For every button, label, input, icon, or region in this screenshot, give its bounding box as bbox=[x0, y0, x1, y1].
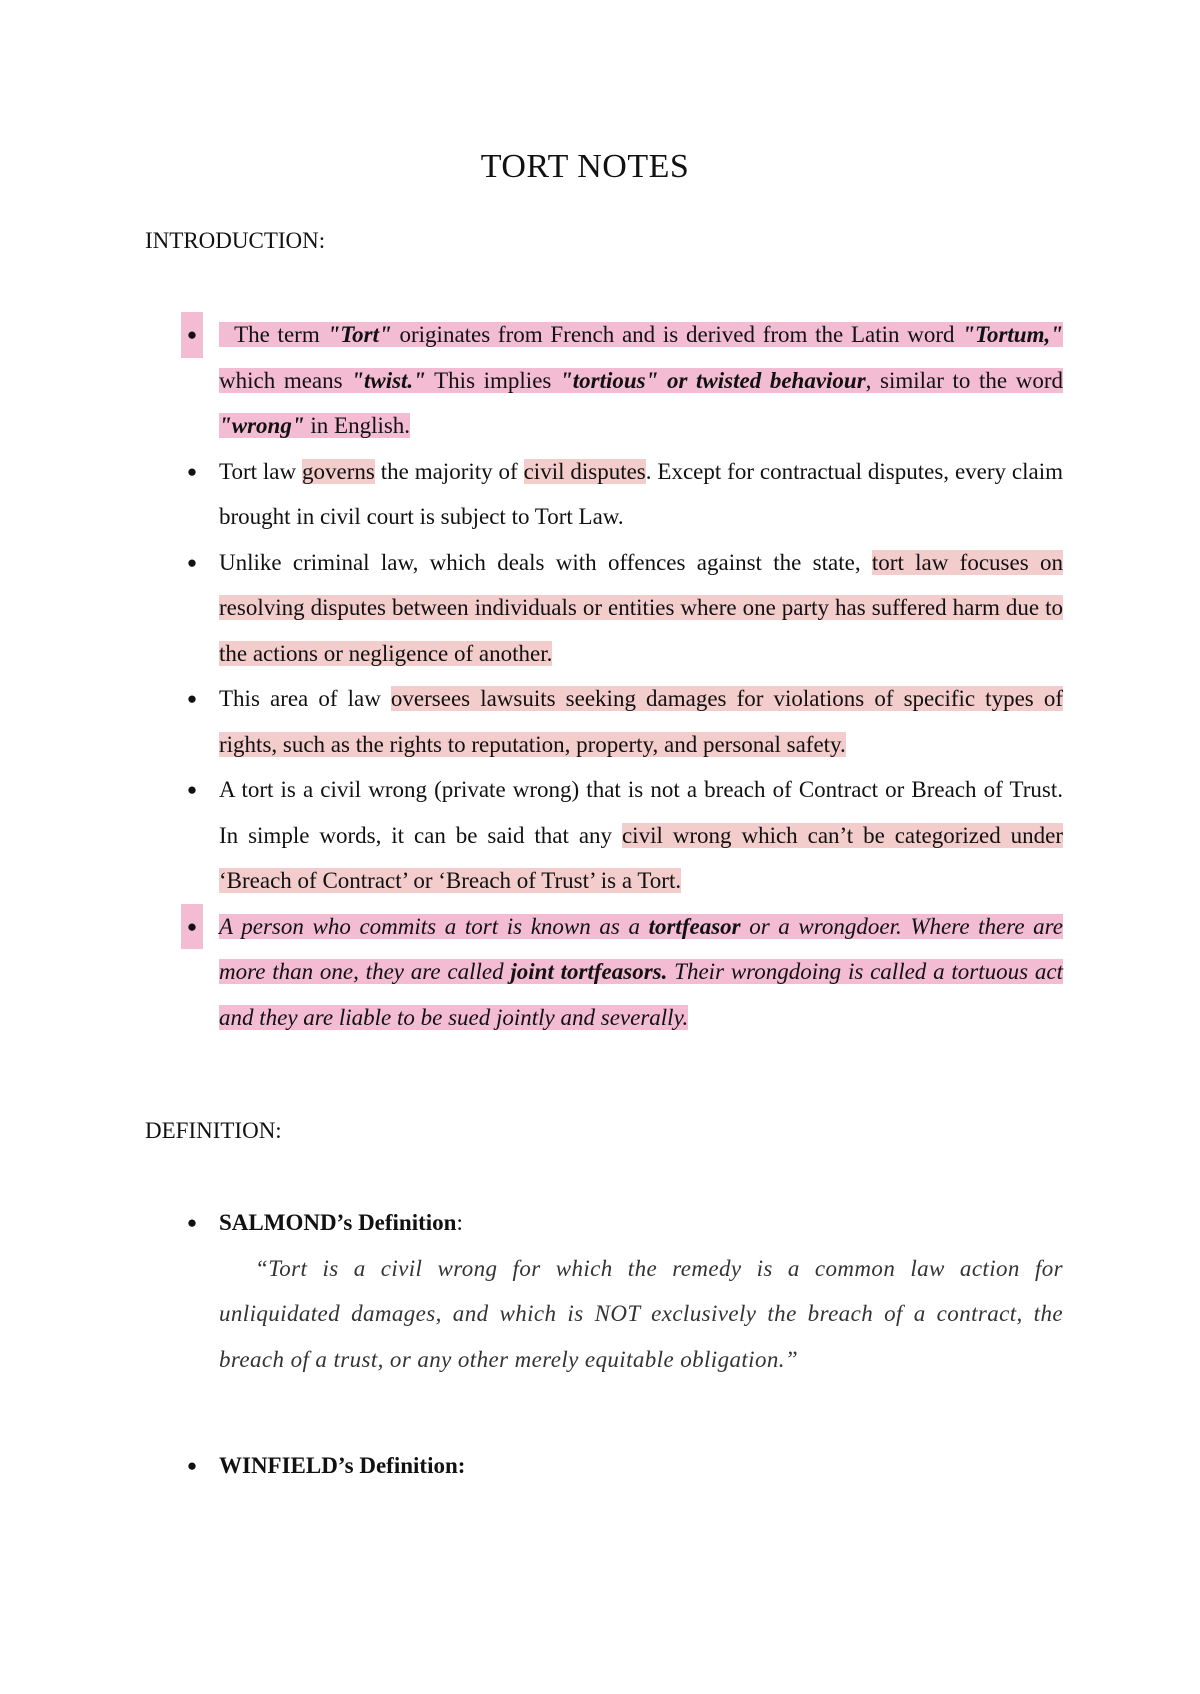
term-tortum: "Tortum," bbox=[962, 322, 1063, 347]
intro-bullet-etymology bbox=[145, 312, 1063, 449]
definition-heading: DEFINITION: bbox=[145, 1118, 282, 1143]
highlight-lawsuits: oversees lawsuits seeking damages for violations of specific types of rights, such as the rights to reputation, property, and personal safety. bbox=[219, 686, 1063, 757]
etymology-text bbox=[219, 322, 1063, 438]
intro-bullet-governs bbox=[145, 449, 1063, 540]
term-tort: "Tort" bbox=[327, 322, 392, 347]
text-run: A person who commits a tort is known as a bbox=[219, 913, 649, 939]
definition-list-2 bbox=[145, 1443, 1063, 1489]
salmond-label: SALMOND’s Definition bbox=[219, 1210, 457, 1235]
intro-bullet-civil-wrong bbox=[145, 767, 1063, 904]
winfield-definition bbox=[145, 1443, 1063, 1489]
winfield-label: WINFIELD’s Definition: bbox=[219, 1453, 466, 1478]
bullet-icon: ● bbox=[186, 552, 198, 572]
highlight-governs: governs bbox=[302, 458, 375, 484]
intro-bullet-criminal-law bbox=[145, 540, 1063, 677]
intro-bullet-tortfeasor bbox=[145, 904, 1063, 1041]
term-tortious: "tortious" or twisted behaviour bbox=[559, 367, 866, 393]
term-tortfeasor: tortfeasor bbox=[648, 913, 741, 939]
text-run: The term bbox=[234, 322, 328, 347]
salmond-definition bbox=[145, 1200, 1063, 1382]
text-run: , similar to the word bbox=[865, 367, 1063, 393]
bullet-icon: ● bbox=[186, 1213, 198, 1232]
bullet-icon: ● bbox=[186, 780, 198, 799]
highlight-tort-law-focus: tort law focuses on resolving disputes between individuals or entities where one party has suffered harm due to the actions or negligence of another. bbox=[219, 549, 1063, 666]
introduction-heading: INTRODUCTION: bbox=[145, 228, 326, 253]
document-title: TORT NOTES bbox=[480, 148, 690, 185]
text-run: in English. bbox=[304, 413, 411, 438]
bullet-icon: ● bbox=[181, 904, 203, 950]
text-run: : bbox=[456, 1210, 463, 1235]
text-run: originates from French and is derived from the Latin word bbox=[391, 322, 963, 347]
text-run: or a wrongdoer. Where there are more than one, they are called bbox=[219, 913, 1063, 984]
text-run: A tort is a civil wrong (private wrong) that is not a breach of Contract or Breach of Trust. In simple words, it can be said that any bbox=[219, 777, 1063, 848]
salmond-quote: “Tort is a civil wrong for which the remedy is a common law action for unliquidated damages, and which is NOT exclusively the breach of a contract, the breach of a trust, or any other merely equitable obligation.” bbox=[219, 1255, 1063, 1372]
bullet-icon: ● bbox=[186, 689, 198, 708]
text-run: Unlike criminal law, which deals with offences against the state, bbox=[219, 549, 872, 575]
bullet-icon: ● bbox=[186, 1456, 198, 1475]
text-run: which means bbox=[219, 367, 352, 393]
definition-list bbox=[145, 1200, 1063, 1382]
term-wrong: "wrong" bbox=[219, 413, 305, 438]
introduction-list bbox=[145, 312, 1063, 1040]
text-run: Their wrongdoing is called a tortuous act and they are liable to be sued jointly and severally. bbox=[219, 959, 1063, 1030]
bullet-icon: ● bbox=[181, 312, 203, 358]
term-joint-tortfeasors: joint tortfeasors. bbox=[510, 959, 668, 984]
text-run: . Except for contractual disputes, every claim brought in civil court is subject to Tort Law. bbox=[219, 458, 1064, 529]
term-twist: "twist." bbox=[351, 367, 426, 393]
text-run: the majority of bbox=[374, 458, 524, 484]
text-run: This implies bbox=[425, 367, 560, 393]
highlight-civil-disputes: civil disputes bbox=[523, 458, 646, 484]
bullet-icon: ● bbox=[186, 461, 198, 481]
highlight-civil-wrong: civil wrong which can’t be categorized under ‘Breach of Contract’ or ‘Breach of Trust’ is a Tort. bbox=[219, 822, 1063, 893]
text-run: Tort law bbox=[219, 458, 302, 484]
text-run: This area of law bbox=[219, 686, 391, 711]
tortfeasor-text bbox=[219, 914, 1063, 1030]
intro-bullet-rights bbox=[145, 676, 1063, 767]
